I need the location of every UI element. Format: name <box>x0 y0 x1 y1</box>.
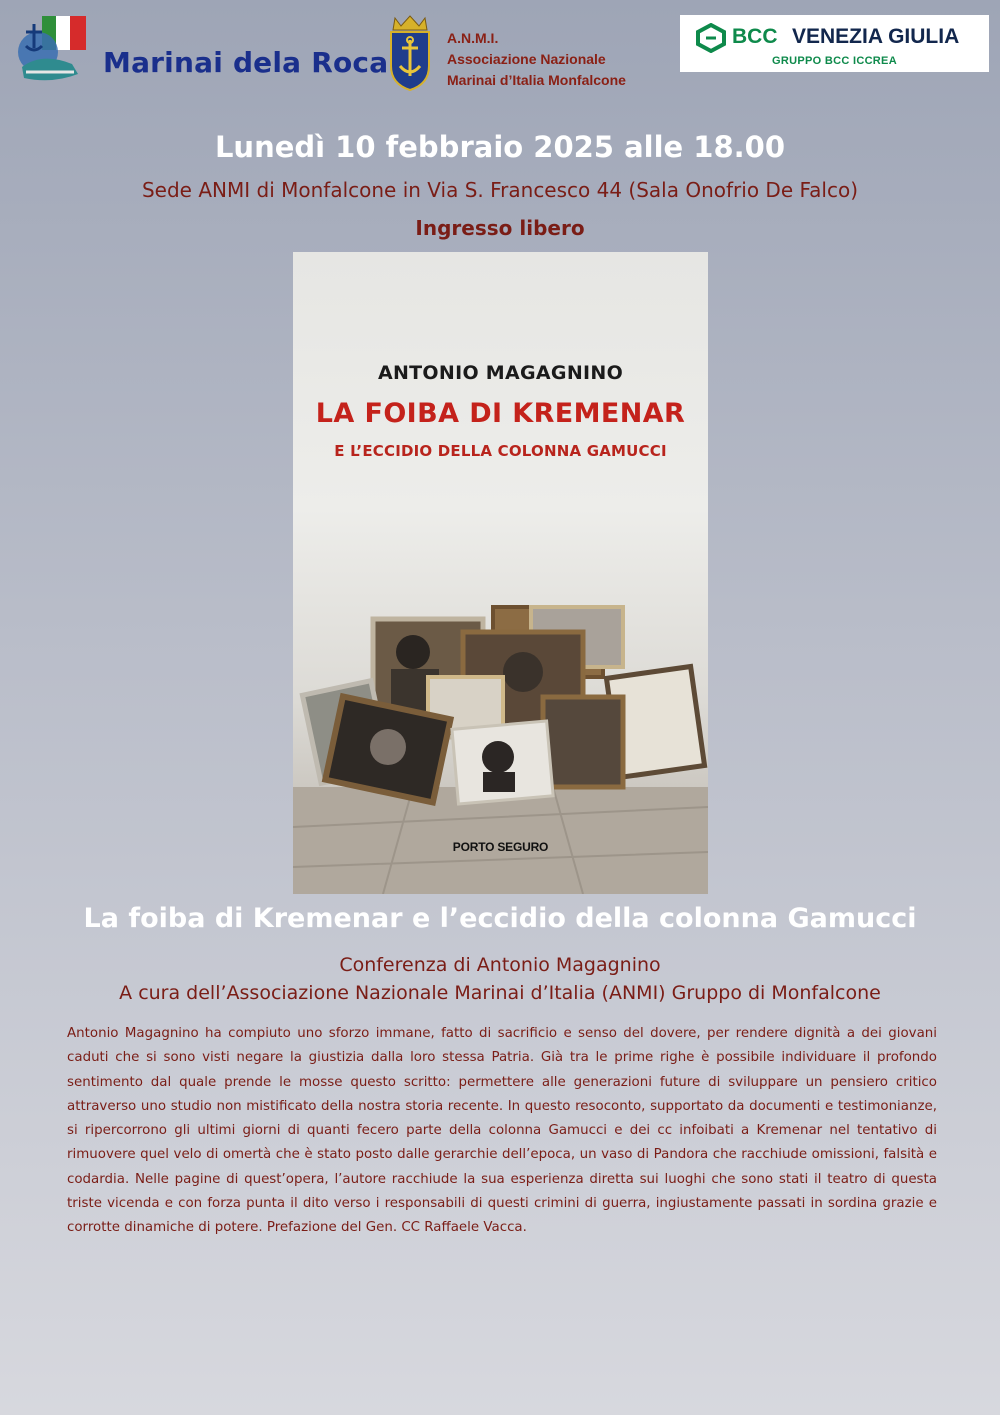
book-cover <box>293 252 708 894</box>
bcc-logo-box <box>680 15 989 72</box>
anmi-line-2: Marinai d’Italia Monfalcone <box>447 72 626 88</box>
book-author: ANTONIO MAGAGNINO <box>377 362 624 384</box>
conference-title: La foiba di Kremenar e l’eccidio della colonna Gamucci <box>83 903 917 934</box>
roca-title: Marinai dela Roca <box>103 46 389 79</box>
bcc-region: VENEZIA GIULIA <box>792 25 960 48</box>
conference-speaker: Conferenza di Antonio Magagnino <box>339 954 661 976</box>
marinai-roca-logo-icon <box>12 12 92 86</box>
event-entry: Ingresso libero <box>415 216 585 240</box>
anmi-crest-icon <box>385 14 435 92</box>
book-title: LA FOIBA DI KREMENAR <box>315 398 686 429</box>
conference-organizer: A cura dell’Associazione Nazionale Marinai d’Italia (ANMI) Gruppo di Monfalcone <box>119 982 881 1004</box>
event-date: Lunedì 10 febbraio 2025 alle 18.00 <box>214 130 786 164</box>
anmi-line-1: Associazione Nazionale <box>447 51 606 67</box>
bcc-group: GRUPPO BCC ICCREA <box>772 55 897 67</box>
bcc-word: BCC <box>732 25 778 48</box>
bcc-logo-icon <box>694 23 728 53</box>
conference-description: Antonio Magagnino ha compiuto uno sforzo immane, fatto di sacrificio e senso del dovere, per rendere dignità a dei giovani caduti che si sono visti negare la giustizia dalla loro stessa Patria. Già tra le prime righe è possibile individuare il profondo sentimento dal quale prende le mosse questo scritto: permettere alle generazioni future di sviluppare un pensiero critico attraverso uno studio non mistificato della nostra storia recente. In questo resoconto, supportato da documenti e testimonianze, si ripercorrono gli ultimi giorni di quanti fecero parte della colonna Gamucci e dei cc infoibati a Kremenar nel tentativo di rimuovere quel velo di omertà che è stato posto dalle gerarchie dell’epoca, un vaso di Pandora che racchiude omissioni, falsità e codardia. Nelle pagine di quest’opera, l’autore racchiude la sua esperienza diretta sui luoghi che sono stati il teatro di questa triste vicenda e con forza punta il dito verso i responsabili di questi crimini di guerra, ingiustamente passati in sordina grazie e corrotte dinamiche di potere. Prefazione del Gen. CC Raffaele Vacca. <box>67 1026 937 1236</box>
book-subtitle: E L’ECCIDIO DELLA COLONNA GAMUCCI <box>334 442 667 460</box>
book-publisher: PORTO SEGURO <box>452 840 549 854</box>
anmi-abbr: A.N.M.I. <box>447 30 499 46</box>
header <box>0 0 1000 100</box>
event-venue: Sede ANMI di Monfalcone in Via S. Francesco 44 (Sala Onofrio De Falco) <box>141 178 858 202</box>
anmi-text-block <box>447 28 677 91</box>
